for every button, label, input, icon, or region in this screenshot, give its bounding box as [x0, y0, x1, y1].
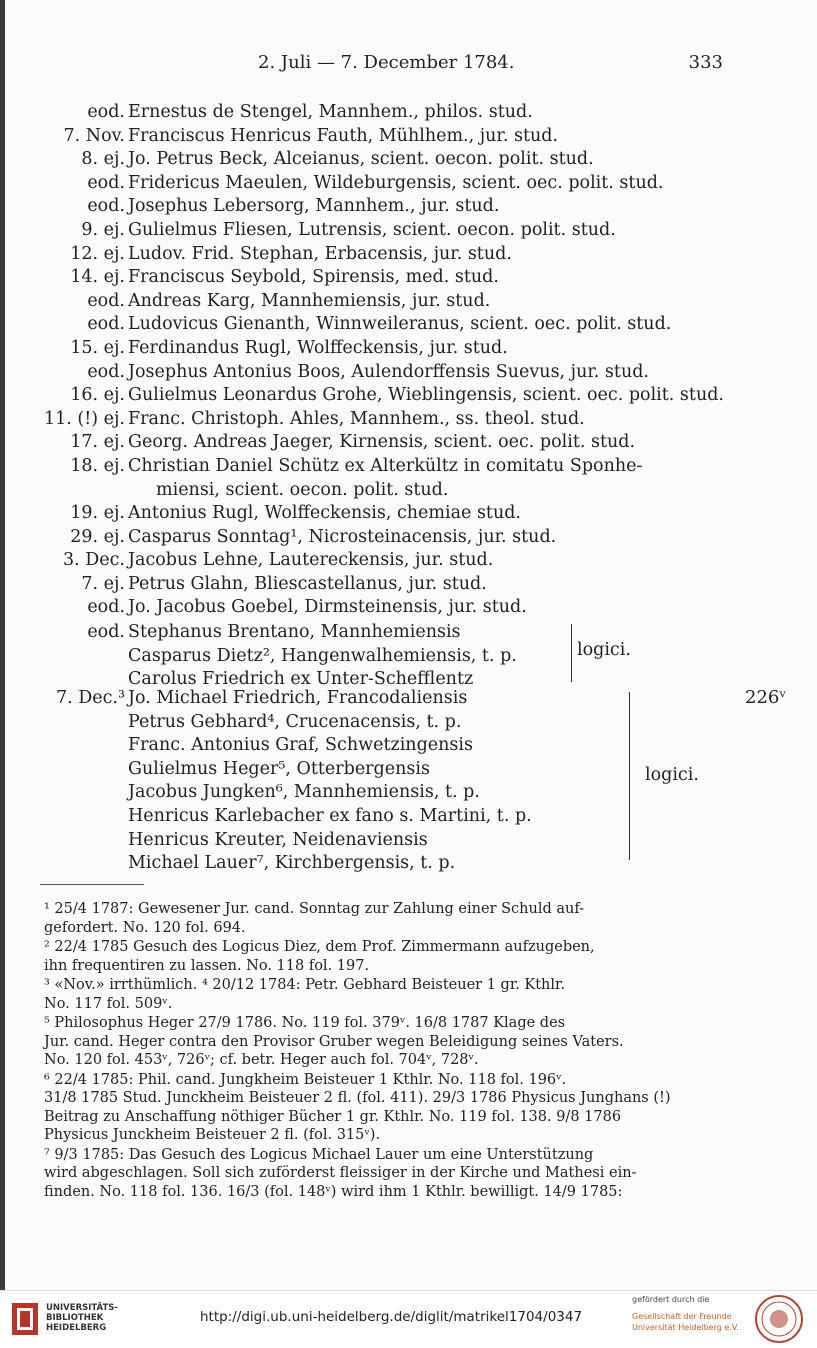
entry-row: [0, 852, 817, 876]
entry-row: [0, 711, 817, 735]
entry-date: 3. Dec.: [62, 550, 125, 571]
group-brace: [621, 692, 630, 860]
footnote-line: ¹ 25/4 1787: Gewesener Jur. cand. Sonntag zur Zahlung einer Schuld auf-: [44, 901, 585, 917]
entry-row: [0, 687, 817, 711]
entry-row: [0, 621, 817, 645]
entry-date: eod.: [87, 622, 125, 642]
entry-text: Ferdinandus Rugl, Wolffeckensis, jur. stud.: [128, 337, 508, 358]
library-name: [46, 1303, 118, 1333]
footnote: [44, 1014, 724, 1070]
sponsor-intro: gefördert durch die: [632, 1295, 710, 1304]
footnote-line: No. 120 fol. 453ᵛ, 726ᵛ; cf. betr. Heger auch fol. 704ᵛ, 728ᵛ.: [44, 1052, 479, 1068]
footnote-line: gefordert. No. 120 fol. 694.: [44, 919, 246, 936]
entry-date: eod.: [87, 290, 125, 311]
page-number: 333: [688, 52, 723, 73]
footnote-line: ⁷ 9/3 1785: Das Gesuch des Logicus Michael Lauer um eine Unterstützung: [44, 1146, 594, 1163]
entry-text: Jo. Petrus Beck, Alceianus, scient. oecon. polit. stud.: [128, 149, 594, 170]
library-name-line: UNIVERSITÄTS-: [46, 1303, 118, 1313]
footnote-line: Physicus Junckheim Beisteuer 2 fl. (fol. 315ᵛ).: [44, 1127, 381, 1143]
entry-text: Franciscus Henricus Fauth, Mühlhem., jur. stud.: [128, 125, 559, 146]
entry-text: Christian Daniel Schütz ex Alterkültz in comitatu Sponhe-: [128, 455, 643, 476]
entry-text: Franciscus Seybold, Spirensis, med. stud.: [128, 267, 499, 288]
entry-text: Casparus Sonntag¹, Nicrosteinacensis, jur. stud.: [128, 526, 557, 547]
entry-date: 29. ej.: [70, 526, 125, 547]
entry-row: [0, 829, 817, 853]
entry-row: [0, 645, 817, 669]
entry-row: [0, 361, 817, 385]
entry-text: Fridericus Maeulen, Wildeburgensis, scient. oec. polit. stud.: [128, 172, 664, 193]
entry-date: 18. ej.: [70, 455, 125, 476]
sponsor-org-line: Universität Heidelberg e.V.: [632, 1323, 739, 1332]
permalink-url[interactable]: http://digi.ub.uni-heidelberg.de/diglit/matrikel1704/0347: [200, 1309, 583, 1325]
university-seal-icon: [754, 1294, 804, 1344]
entry-text: Franc. Antonius Graf, Schwetzingensis: [128, 735, 473, 756]
footnote-line: 31/8 1785 Stud. Junckheim Beisteuer 2 fl. (fol. 411). 29/3 1786 Physicus Junghans (!): [44, 1090, 671, 1106]
entry-date: eod.: [87, 102, 125, 122]
entry-row: [0, 125, 817, 149]
entry-text: Gulielmus Leonardus Grohe, Wieblingensis, scient. oec. polit. stud.: [128, 385, 724, 406]
entry-row: [0, 266, 817, 290]
footnotes: [44, 900, 724, 1202]
entry-text: Andreas Karg, Mannhemiensis, jur. stud.: [128, 290, 491, 311]
entry-date: eod.: [87, 361, 125, 382]
entry-text: Henricus Kreuter, Neidenaviensis: [128, 829, 428, 850]
footnote-line: ⁶ 22/4 1785: Phil. cand. Jungkheim Beisteuer 1 Kthlr. No. 118 fol. 196ᵛ.: [44, 1071, 567, 1088]
entry-row: [0, 148, 817, 172]
entry-text: miensi, scient. oecon. polit. stud.: [156, 479, 449, 500]
entry-text: Gulielmus Heger⁵, Otterbergensis: [128, 758, 430, 779]
entry-row: [0, 195, 817, 219]
footnote-line: Beitrag zu Anschaffung nöthiger Bücher 1 gr. Kthlr. No. 119 fol. 138. 9/8 1786: [44, 1108, 622, 1125]
margin-folio-note: 226ᵛ: [745, 687, 787, 708]
entry-list: [0, 101, 817, 620]
page-header: [0, 52, 817, 78]
entry-row: [0, 243, 817, 267]
entry-row: [0, 734, 817, 758]
entry-date: eod.: [87, 196, 125, 217]
entry-text: Jo. Michael Friedrich, Francodaliensis: [128, 688, 468, 708]
entry-row: [0, 384, 817, 408]
footnote-line: ² 22/4 1785 Gesuch des Logicus Diez, dem Prof. Zimmermann aufzugeben,: [44, 939, 595, 955]
entry-row: [0, 502, 817, 526]
entry-row: [0, 313, 817, 337]
footnote: [44, 938, 724, 975]
footnote-line: No. 117 fol. 509ᵛ.: [44, 995, 173, 1012]
entry-text: Jo. Jacobus Goebel, Dirmsteinensis, jur. stud.: [128, 597, 527, 618]
footnote-line: ihn frequentiren zu lassen. No. 118 fol. 197.: [44, 957, 370, 974]
footnote-line: Jur. cand. Heger contra den Provisor Gruber wegen Beleidigung seines Vaters.: [44, 1033, 624, 1050]
entry-row: [0, 101, 817, 125]
sponsor-note: [632, 1294, 739, 1333]
entry-date: eod.: [87, 597, 125, 618]
group-label: logici.: [577, 640, 631, 660]
entry-row: [0, 596, 817, 620]
entry-row: [0, 431, 817, 455]
library-name-line: HEIDELBERG: [46, 1323, 107, 1333]
footnote: [44, 900, 724, 937]
library-name-line: BIBLIOTHEK: [46, 1313, 104, 1323]
entry-date: 11. (!) ej.: [44, 408, 125, 429]
page-title: 2. Juli — 7. December 1784.: [258, 52, 515, 73]
entry-date: 8. ej.: [81, 149, 125, 170]
footnote-line: finden. No. 118 fol. 136. 16/3 (fol. 148ᵛ) wird ihm 1 Kthlr. bewilligt. 14/9 1785:: [44, 1183, 623, 1200]
entry-text: Casparus Dietz², Hangenwalhemiensis, t. p.: [128, 645, 517, 666]
entry-text: Ernestus de Stengel, Mannhem., philos. stud.: [128, 102, 533, 122]
entry-text: Georg. Andreas Jaeger, Kirnensis, scient. oec. polit. stud.: [128, 432, 636, 453]
logici-group-1: [0, 621, 817, 692]
entry-date: 19. ej.: [70, 503, 125, 524]
entry-date: 14. ej.: [70, 267, 125, 288]
entry-text: Petrus Gebhard⁴, Crucenacensis, t. p.: [128, 711, 462, 732]
footnote: [44, 1146, 724, 1202]
entry-text: Jacobus Jungken⁶, Mannhemiensis, t. p.: [128, 782, 480, 803]
entry-text: Franc. Christoph. Ahles, Mannhem., ss. theol. stud.: [128, 408, 585, 429]
entry-text: Petrus Glahn, Bliescastellanus, jur. stud.: [128, 573, 487, 594]
entry-text: Antonius Rugl, Wolffeckensis, chemiae stud.: [128, 503, 521, 524]
footnote-line: ³ «Nov.» irrthümlich. ⁴ 20/12 1784: Petr. Gebhard Beisteuer 1 gr. Kthlr.: [44, 977, 565, 993]
footnote-rule: [40, 884, 144, 885]
entry-row: [0, 408, 817, 432]
entry-row: [0, 219, 817, 243]
entry-date: 16. ej.: [70, 385, 125, 406]
entry-row: [0, 805, 817, 829]
entry-date: 17. ej.: [70, 432, 125, 453]
entry-date: 12. ej.: [70, 243, 125, 264]
entry-text: Josephus Lebersorg, Mannhem., jur. stud.: [128, 196, 500, 217]
group-label: logici.: [645, 765, 699, 785]
entry-date: 7. ej.: [81, 573, 125, 594]
entry-date: eod.: [87, 172, 125, 193]
entry-date: 15. ej.: [70, 337, 125, 358]
entry-date: eod.: [87, 314, 125, 335]
entry-row: [0, 337, 817, 361]
sponsor-org-line: Gesellschaft der Freunde: [632, 1312, 732, 1321]
entry-row: [0, 290, 817, 314]
entry-row: [0, 172, 817, 196]
entry-text: Jacobus Lehne, Lautereckensis, jur. stud.: [128, 550, 494, 571]
entry-row: [0, 455, 817, 479]
entry-text: Ludov. Frid. Stephan, Erbacensis, jur. stud.: [128, 243, 512, 264]
entry-row: [0, 526, 817, 550]
footnote-line: ⁵ Philosophus Heger 27/9 1786. No. 119 fol. 379ᵛ. 16/8 1787 Klage des: [44, 1015, 566, 1031]
entry-text: Josephus Antonius Boos, Aulendorffensis Suevus, jur. stud.: [128, 361, 649, 382]
entry-row: [0, 549, 817, 573]
viewer-footer: [0, 1290, 817, 1348]
entry-date: 7. Nov.: [63, 125, 125, 146]
entry-text: Gulielmus Fliesen, Lutrensis, scient. oecon. polit. stud.: [128, 219, 616, 240]
entry-date: 7. Dec.³: [55, 688, 125, 708]
entry-text: Carolus Friedrich ex Unter-Schefflentz: [128, 669, 474, 690]
entry-row-continuation: [0, 479, 817, 503]
entry-text: Ludovicus Gienanth, Winnweileranus, scient. oec. polit. stud.: [128, 314, 672, 335]
entry-date: 9. ej.: [81, 219, 125, 240]
entry-row: [0, 573, 817, 597]
entry-text: Henricus Karlebacher ex fano s. Martini, t. p.: [128, 805, 532, 826]
footnote-line: wird abgeschlagen. Soll sich zuförderst fleissiger in der Kirche und Mathesi ein-: [44, 1165, 637, 1181]
group-brace: [563, 624, 572, 682]
entry-text: Stephanus Brentano, Mannhemiensis: [128, 622, 461, 642]
footnote: [44, 976, 724, 1013]
library-logo-icon: [10, 1301, 40, 1337]
entry-text: Michael Lauer⁷, Kirchbergensis, t. p.: [128, 853, 456, 874]
footnote: [44, 1071, 724, 1145]
